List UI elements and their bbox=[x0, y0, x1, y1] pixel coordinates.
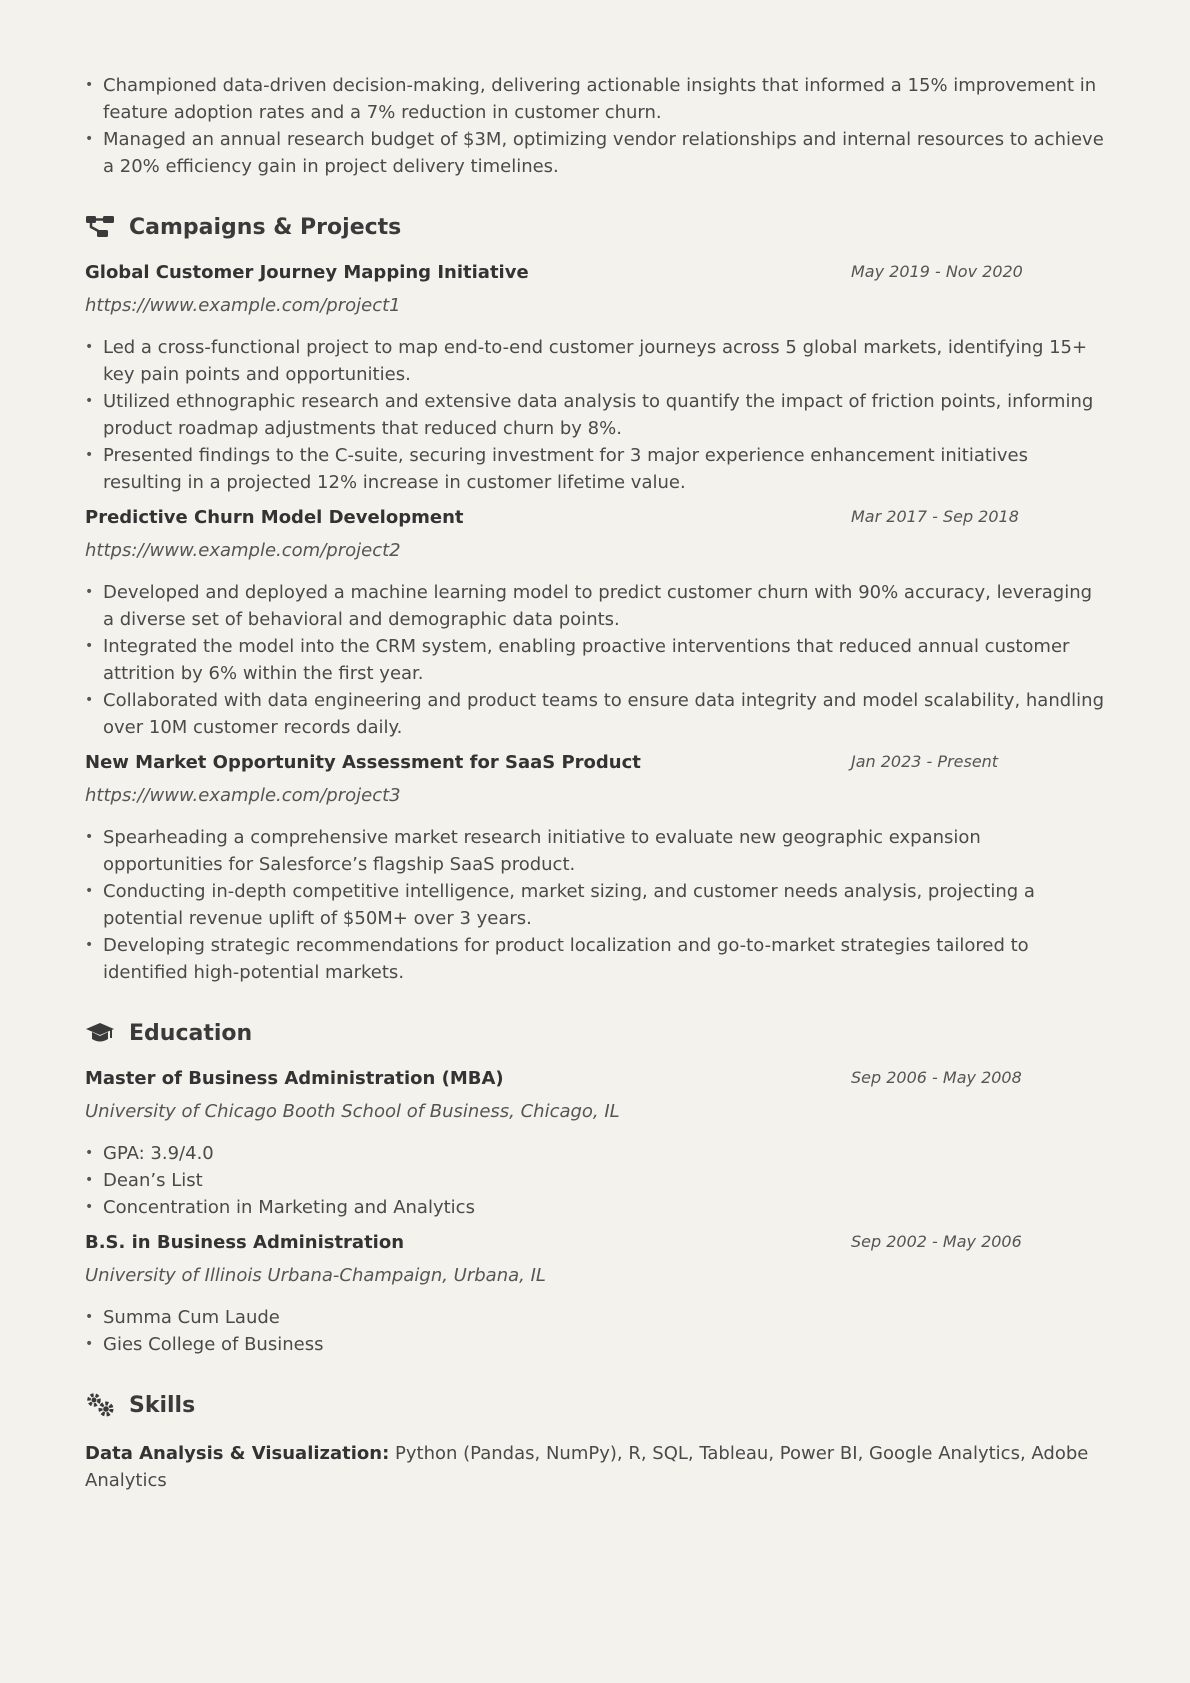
list-item: • Spearheading a comprehensive market research initiative to evaluate new geographic expansion opportunities for Salesforce’s flagship SaaS product. bbox=[103, 824, 1105, 878]
list-item: • Summa Cum Laude bbox=[103, 1304, 1105, 1331]
education-bullet-list bbox=[85, 1140, 1105, 1221]
project-bullet-list bbox=[85, 334, 1105, 496]
list-item: • Integrated the model into the CRM system, enabling proactive interventions that reduced annual customer attrition by 6% within the first year. bbox=[103, 633, 1105, 687]
list-item: • Utilized ethnographic research and extensive data analysis to quantify the impact of friction points, informing product roadmap adjustments that reduced churn by 8%. bbox=[103, 388, 1105, 442]
list-item: • Developed and deployed a machine learning model to predict customer churn with 90% accuracy, leveraging a diverse set of behavioral and demographic data points. bbox=[103, 579, 1105, 633]
project-link[interactable]: https://www.example.com/project1 bbox=[85, 295, 401, 316]
list-item: • Championed data-driven decision-making, delivering actionable insights that informed a 15% improvement in feature adoption rates and a 7% reduction in customer churn. bbox=[103, 72, 1105, 126]
education-section-header bbox=[85, 1020, 1105, 1046]
degree-title: B.S. in Business Administration bbox=[85, 1232, 405, 1253]
project-entry bbox=[85, 262, 1105, 496]
skills-section-header bbox=[85, 1392, 1105, 1418]
project-title: Predictive Churn Model Development bbox=[85, 507, 464, 528]
education-date: Sep 2006 - May 2008 bbox=[851, 1068, 1022, 1087]
school-name: University of Chicago Booth School of Business, Chicago, IL bbox=[85, 1101, 620, 1122]
project-link[interactable]: https://www.example.com/project2 bbox=[85, 540, 401, 561]
education-date: Sep 2002 - May 2006 bbox=[851, 1232, 1022, 1251]
gears-icon bbox=[85, 1392, 115, 1418]
degree-title: Master of Business Administration (MBA) bbox=[85, 1068, 504, 1089]
list-item: • Led a cross-functional project to map end-to-end customer journeys across 5 global markets, identifying 15+ key pain points and opportunities. bbox=[103, 334, 1105, 388]
project-entry bbox=[85, 507, 1105, 741]
section-title: Skills bbox=[129, 1392, 196, 1418]
section-title: Education bbox=[129, 1020, 253, 1046]
list-item: • Conducting in-depth competitive intelligence, market sizing, and customer needs analysis, projecting a potential revenue uplift of $50M+ over 3 years. bbox=[103, 878, 1105, 932]
education-bullet-list bbox=[85, 1304, 1105, 1358]
project-date: Jan 2023 - Present bbox=[851, 752, 999, 771]
project-date: May 2019 - Nov 2020 bbox=[851, 262, 1023, 281]
list-item: • Managed an annual research budget of $3M, optimizing vendor relationships and internal resources to achieve a 20% efficiency gain in project delivery timelines. bbox=[103, 126, 1105, 180]
project-link[interactable]: https://www.example.com/project3 bbox=[85, 785, 401, 806]
education-entry bbox=[85, 1232, 1105, 1358]
project-title: New Market Opportunity Assessment for SaaS Product bbox=[85, 752, 641, 773]
project-entry bbox=[85, 752, 1105, 986]
graduation-cap-icon bbox=[85, 1020, 115, 1046]
list-item: • Developing strategic recommendations for product localization and go-to-market strategies tailored to identified high-potential markets. bbox=[103, 932, 1105, 986]
list-item: • Concentration in Marketing and Analytics bbox=[103, 1194, 1105, 1221]
section-title: Campaigns & Projects bbox=[129, 214, 402, 240]
project-title: Global Customer Journey Mapping Initiative bbox=[85, 262, 529, 283]
project-bullet-list bbox=[85, 579, 1105, 741]
list-item: • Gies College of Business bbox=[103, 1331, 1105, 1358]
project-bullet-list bbox=[85, 824, 1105, 986]
project-diagram-icon bbox=[85, 214, 115, 240]
list-item: • Dean’s List bbox=[103, 1167, 1105, 1194]
education-entry bbox=[85, 1068, 1105, 1221]
list-item: • GPA: 3.9/4.0 bbox=[103, 1140, 1105, 1167]
skills-line bbox=[85, 1440, 1105, 1494]
list-item: • Presented findings to the C-suite, securing investment for 3 major experience enhancement initiatives resulting in a projected 12% increase in customer lifetime value. bbox=[103, 442, 1105, 496]
skill-category-label: Data Analysis & Visualization: bbox=[85, 1443, 390, 1464]
projects-section-header bbox=[85, 214, 1105, 240]
list-item: • Collaborated with data engineering and product teams to ensure data integrity and model scalability, handling over 10M customer records daily. bbox=[103, 687, 1105, 741]
school-name: University of Illinois Urbana-Champaign, Urbana, IL bbox=[85, 1265, 546, 1286]
skill-list: Python (Pandas, NumPy), R, SQL, Tableau, Power BI, Google Analytics, Adobe Analytics bbox=[85, 1443, 1089, 1491]
intro-bullet-list bbox=[85, 72, 1105, 180]
project-date: Mar 2017 - Sep 2018 bbox=[851, 507, 1019, 526]
